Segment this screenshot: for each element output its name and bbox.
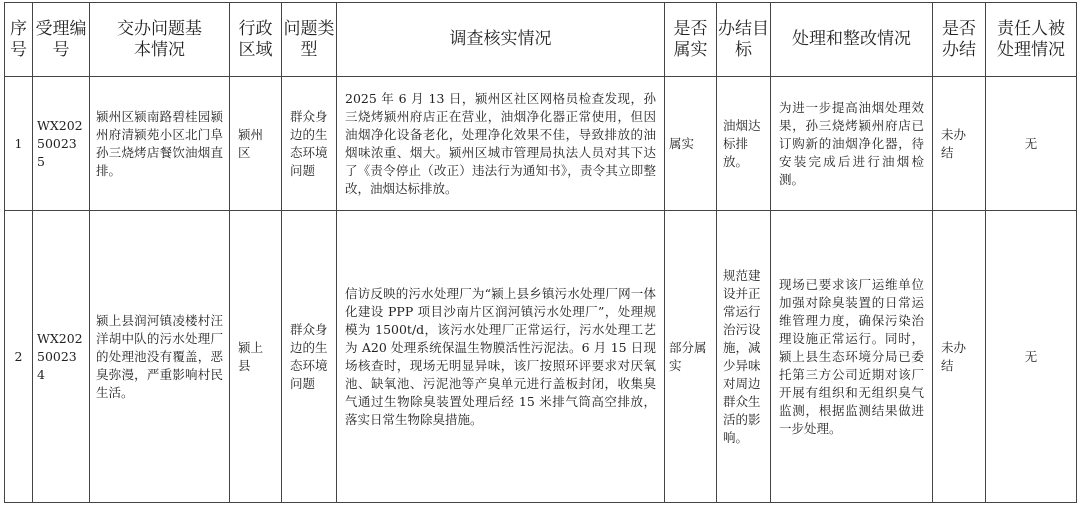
table-row [5, 211, 1077, 503]
cell-closed: 未办结 [933, 211, 986, 503]
header-accept-no: 受理编号 [33, 3, 90, 77]
cell-region: 颍上县 [230, 211, 282, 503]
header-seq: 序号 [5, 3, 33, 77]
cell-type: 群众身边的生态环境问题 [282, 211, 337, 503]
header-issue: 交办问题基本情况 [90, 3, 230, 77]
cell-investigation: 信访反映的污水处理厂为“颍上县乡镇污水处理厂网一体化建设 PPP 项目沙南片区润河镇污水处理厂”，处理规模为 1500t/d，该污水处理厂正常运行，污水处理工艺为 A20 处理系统保温生物膜活性污泥法。6 月 15 日现场核查时，现场无明显异味，该厂按照环评要求对厌氧池、缺氧池、污泥池等产臭单元进行盖板封闭，收集臭气通过生物除臭装置处理后经 15 米排气筒高空排放，落实日常生物除臭措施。 [337, 211, 665, 503]
cell-type: 群众身边的生态环境问题 [282, 77, 337, 211]
cell-goal: 规范建设并正常运行治污设施，减少异味对周边群众生活的影响。 [717, 211, 771, 503]
cell-closed: 未办结 [933, 77, 986, 211]
cell-handling: 现场已要求该厂运维单位加强对除臭装置的日常运维管理力度，确保污染治理设施正常运行。同时，颍上县生态环境分局已委托第三方公司近期对该厂开展有组织和无组织臭气监测，根据监测结果做进一步处理。 [771, 211, 933, 503]
header-row [5, 3, 1077, 77]
header-handling: 处理和整改情况 [771, 3, 933, 77]
header-investigation: 调查核实情况 [337, 3, 665, 77]
cell-investigation: 2025 年 6 月 13 日，颍州区社区网格员检查发现，孙三烧烤颍州府店正在营业，油烟净化器正常使用，但因油烟净化设备老化，处理净化效果不佳，导致排放的油烟味浓重、烟大。颍州区城市管理局执法人员对其下达了《责令停止（改正）违法行为通知书》，责令其立即整改，油烟达标排放。 [337, 77, 665, 211]
cell-punished: 无 [986, 77, 1077, 211]
petition-table [4, 2, 1077, 503]
cell-handling: 为进一步提高油烟处理效果，孙三烧烤颍州府店已订购新的油烟净化器，待安装完成后进行油烟检测。 [771, 77, 933, 211]
header-verified: 是否属实 [665, 3, 717, 77]
cell-seq: 1 [5, 77, 33, 211]
header-closed: 是否办结 [933, 3, 986, 77]
cell-issue: 颍州区颍南路碧桂园颍州府清颍苑小区北门阜孙三烧烤店餐饮油烟直排。 [90, 77, 230, 211]
cell-goal: 油烟达标排放。 [717, 77, 771, 211]
header-type: 问题类型 [282, 3, 337, 77]
header-region: 行政区域 [230, 3, 282, 77]
header-punished: 责任人被处理情况 [986, 3, 1077, 77]
cell-issue: 颍上县润河镇凌楼村汪洋胡中队的污水处理厂的处理池没有覆盖，恶臭弥漫，严重影响村民生活。 [90, 211, 230, 503]
cell-verified: 部分属实 [665, 211, 717, 503]
cell-accept-no: WX20250023 5 [33, 77, 90, 211]
cell-punished: 无 [986, 211, 1077, 503]
cell-region: 颍州区 [230, 77, 282, 211]
header-goal: 办结目标 [717, 3, 771, 77]
cell-accept-no: WX20250023 4 [33, 211, 90, 503]
cell-verified: 属实 [665, 77, 717, 211]
table-row [5, 77, 1077, 211]
cell-seq: 2 [5, 211, 33, 503]
